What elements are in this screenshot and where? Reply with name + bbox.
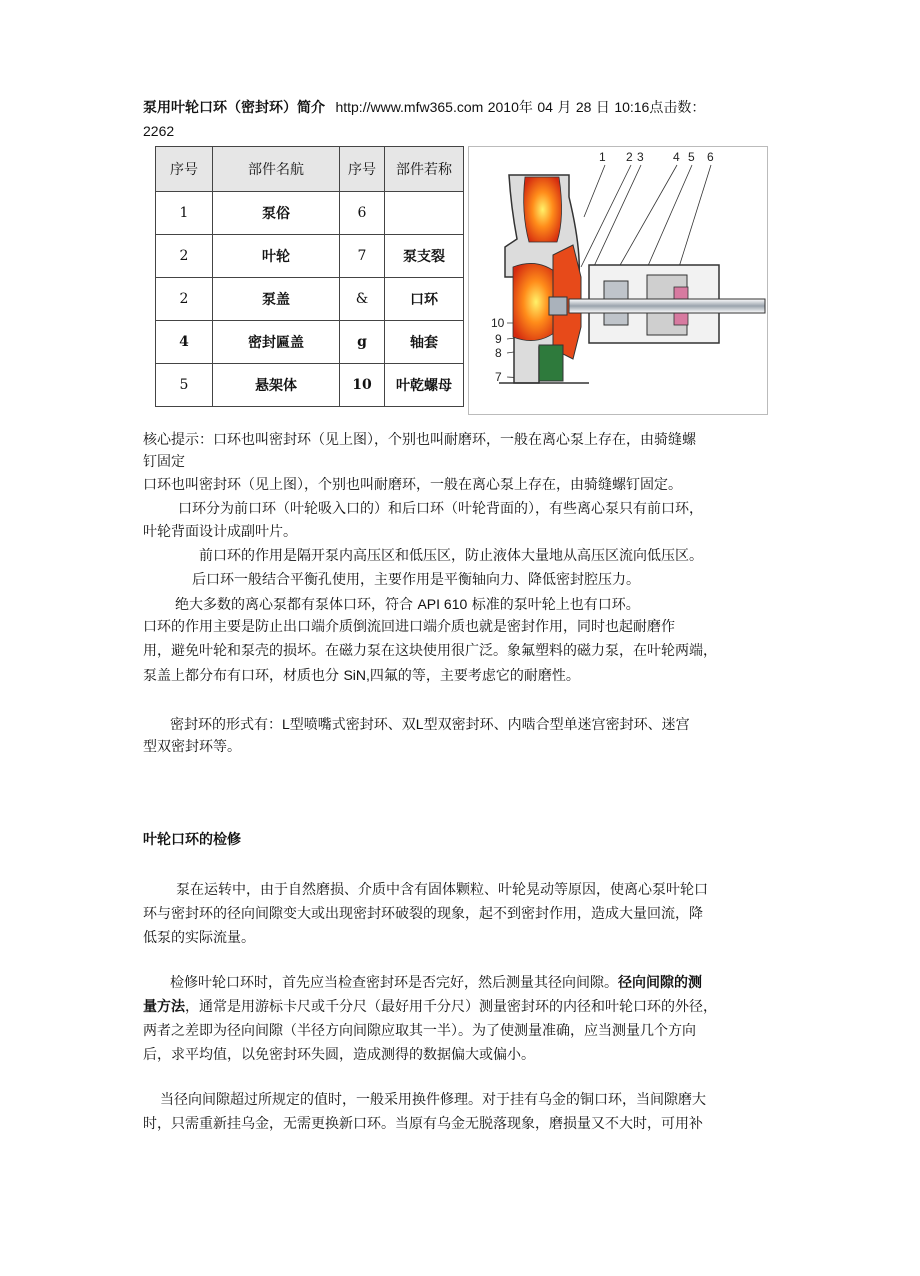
table-row: [156, 192, 464, 235]
paragraph: [143, 665, 580, 686]
meta-year-unit: 年: [518, 100, 533, 116]
paragraph: 前口环的作用是隔开泵内高压区和低压区，防止液体大量地从高压区流向低压区。: [199, 548, 703, 564]
bearing-lower: [674, 313, 688, 325]
meta-month-unit: 月: [557, 100, 572, 116]
table-cell: 2: [156, 278, 213, 321]
table-header-cell: 序号: [156, 147, 213, 192]
table-cell: 5: [156, 364, 213, 407]
diagram-label: 10: [491, 316, 505, 330]
table-cell: 轴套: [385, 321, 464, 364]
text-run: 泵盖上都分布有口环，材质也分: [143, 668, 339, 684]
paragraph: [170, 714, 690, 735]
text-run: ，通常是用游标卡尺或千分尺（最好用千分尺）测量密封环的内径和叶轮口环的外径，: [185, 999, 717, 1015]
diagram-label: 5: [688, 150, 695, 164]
diagram-label: 1: [599, 150, 606, 164]
summary-line-2: 钉固定: [143, 454, 185, 470]
table-row: [156, 235, 464, 278]
table-cell: 6: [340, 192, 385, 235]
diagram-label: 9: [495, 332, 502, 346]
section-title: 叶轮口环的检修: [143, 831, 241, 847]
paragraph: 后口环一般结合平衡孔使用，主要作用是平衡轴向力、降低密封腔压力。: [192, 572, 640, 588]
text-run: L: [282, 716, 290, 732]
article-title: 泵用叶轮口环（密封环）简介: [143, 100, 325, 116]
paragraph: 环与密封环的径向间隙变大或出现密封环破裂的现象，起不到密封作用，造成大量回流，降: [143, 906, 703, 922]
paragraph: 两者之差即为径向间隙（半径方向间隙应取其一半）。为了使测量准确，应当测量几个方向: [143, 1023, 696, 1039]
text-run: 密封环的形式有：: [170, 717, 282, 733]
meta-year: 2010: [487, 99, 519, 115]
diagram-label: 4: [673, 150, 680, 164]
meta-time: 10:16: [614, 99, 650, 115]
table-header-cell: 部件若称: [385, 147, 464, 192]
table-cell: 叶乾螺母: [385, 364, 464, 407]
clicks-value: 2262: [143, 123, 175, 139]
material-ref: SiN,: [343, 667, 370, 683]
table-cell: 2: [156, 235, 213, 278]
paragraph: 口环也叫密封环（见上图），个别也叫耐磨环，一般在离心泵上存在，由骑缝螺钉固定。: [143, 477, 682, 493]
text-run: 标准的泵叶轮上也有口环。: [471, 597, 640, 613]
paragraph: 口环的作用主要是防止出口端介质倒流回进口端介质也就是密封作用，同时也起耐磨作: [143, 619, 675, 635]
paragraph: 口环分为前口环（叶轮吸入口的）和后口环（叶轮背面的），有些离心泵只有前口环，: [178, 501, 703, 517]
paragraph: 低泵的实际流量。: [143, 930, 255, 946]
table-row: [156, 321, 464, 364]
table-cell: &: [340, 278, 385, 321]
meta-day: 28: [575, 99, 592, 115]
article-header: [143, 97, 705, 118]
paragraph: 当径向间隙超过所规定的值时，一般采用换件修理。对于挂有乌金的铜口环，当间隙磨大: [160, 1092, 706, 1108]
table-cell: [385, 192, 464, 235]
diagram-label: 3: [637, 150, 644, 164]
paragraph: 叶轮背面设计成副叶片。: [143, 524, 297, 540]
pump-diagram: [468, 146, 768, 415]
table-header-row: [156, 147, 464, 192]
table-cell: 叶轮: [213, 235, 340, 278]
table-header-cell: 部件名航: [213, 147, 340, 192]
clicks-label: 点击数：: [649, 100, 706, 116]
table-cell: 密封匾盖: [213, 321, 340, 364]
paragraph: 后，求平均值，以免密封环失圆，造成测得的数据偏大或偏小。: [143, 1047, 535, 1063]
pump-support: [539, 345, 563, 381]
paragraph: 型双密封环等。: [143, 739, 241, 755]
table-cell: 10: [340, 364, 385, 407]
summary-line-1: 核心提示：口环也叫密封环（见上图），个别也叫耐磨环，一般在离心泵上存在，由骑缝螺: [143, 432, 696, 448]
parts-table: [155, 146, 464, 407]
table-cell: g: [340, 321, 385, 364]
paragraph: 泵在运转中，由于自然磨损、介质中含有固体颗粒、叶轮晃动等原因，使离心泵叶轮口: [176, 882, 708, 898]
table-cell: 泵俗: [213, 192, 340, 235]
diagram-label: 2: [626, 150, 633, 164]
text-run: 绝大多数的离心泵都有泵体口环，符合: [175, 597, 413, 613]
text-run: 型喷嘴式密封环、双: [289, 717, 416, 733]
standard-ref: API 610: [417, 596, 468, 612]
table-cell: 1: [156, 192, 213, 235]
table-cell: 4: [156, 321, 213, 364]
pump-cross-section-drawing: [469, 147, 767, 414]
table-header-cell: 序号: [340, 147, 385, 192]
diagram-label: 7: [495, 370, 502, 384]
emphasis: 径向间隙的测: [618, 975, 702, 991]
diagram-label: 6: [707, 150, 714, 164]
table-row: [156, 364, 464, 407]
text-run: L: [415, 716, 424, 732]
emphasis: 量方法: [143, 999, 185, 1015]
bearing-upper: [674, 287, 688, 299]
paragraph: [175, 594, 640, 615]
text-run: 检修叶轮口环时，首先应当检查密封环是否完好，然后测量其径向间隙。: [170, 975, 618, 991]
paragraph: [170, 973, 702, 993]
discharge-flow: [524, 177, 562, 242]
paragraph: 时，只需重新挂乌金，无需更换新口环。当原有乌金无脱落现象，磨损量又不大时，可用补: [143, 1116, 703, 1132]
diagram-label: 8: [495, 346, 502, 360]
meta-month: 04: [537, 99, 553, 115]
paragraph: [143, 997, 717, 1017]
meta-day-unit: 日: [595, 100, 610, 116]
text-run: 型双密封环、内啮合型单迷宫密封环、迷宫: [423, 717, 690, 733]
table-cell: 7: [340, 235, 385, 278]
table-cell: 悬架体: [213, 364, 340, 407]
source-url[interactable]: http://www.mfw365.com: [335, 99, 484, 115]
table-cell: 泵盖: [213, 278, 340, 321]
table-row: [156, 278, 464, 321]
table-cell: 口环: [385, 278, 464, 321]
table-cell: 泵支裂: [385, 235, 464, 278]
pump-shaft: [569, 299, 765, 313]
paragraph: 用，避免叶轮和泵壳的损坏。在磁力泵在这块使用很广泛。象氟塑料的磁力泵，在叶轮两端，: [143, 643, 717, 659]
impeller-nut: [549, 297, 567, 315]
text-run: 四氟的等，主要考虑它的耐磨性。: [369, 668, 580, 684]
